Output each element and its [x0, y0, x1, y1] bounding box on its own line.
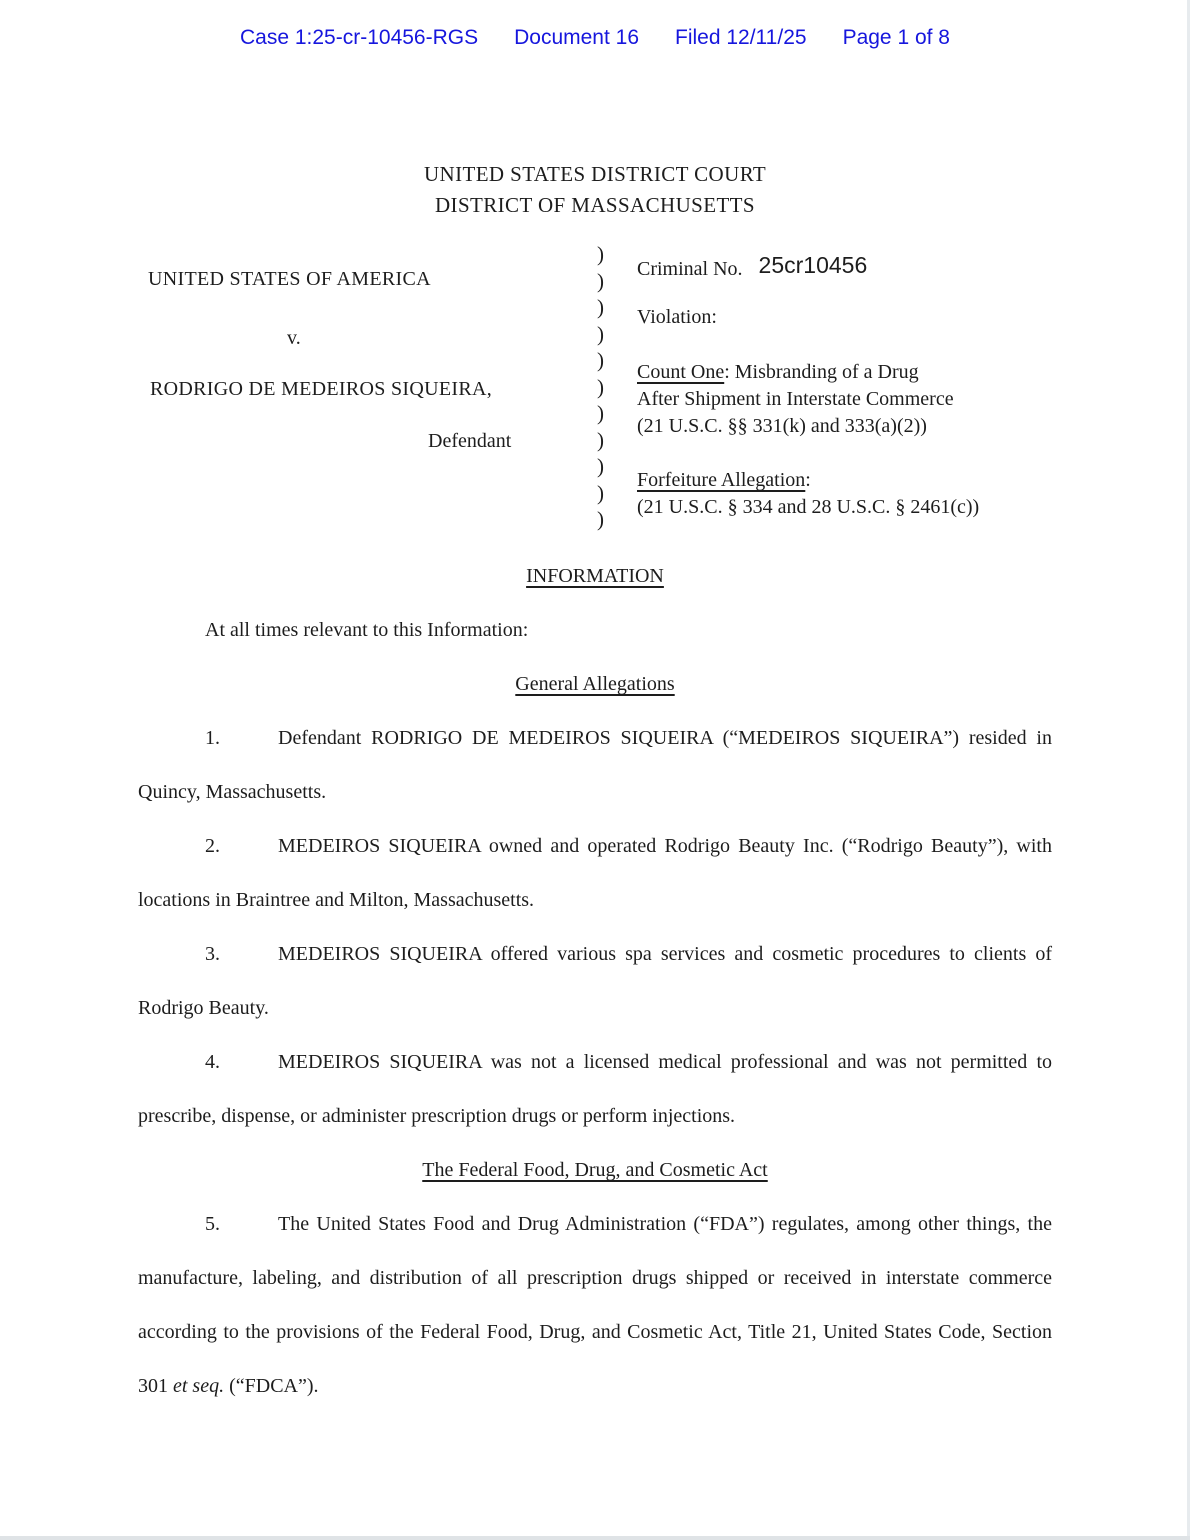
violation-label: Violation: [637, 306, 717, 328]
paragraph-1-text: Defendant RODRIGO DE MEDEIROS SIQUEIRA (“MEDEIROS SIQUEIRA”) resided in Quincy, Massachusetts. [138, 727, 1052, 803]
paren-glyph: ) [597, 348, 604, 372]
caption-paren-column [597, 241, 604, 533]
count-one-label: Count One [637, 361, 725, 383]
paren-glyph: ) [597, 321, 604, 346]
court-title-line2: DISTRICT OF MASSACHUSETTS [434, 193, 755, 217]
general-allegations-heading: General Allegations [515, 673, 675, 695]
paragraph-5 [138, 1197, 1052, 1413]
paragraph-5-text-after: (“FDCA”). [224, 1375, 319, 1397]
paragraph-1 [138, 711, 1052, 819]
paren-glyph: ) [597, 454, 604, 478]
count-one-line1 [637, 359, 954, 386]
forfeiture-line2: (21 U.S.C. § 334 and 28 U.S.C. § 2461(c)) [637, 496, 980, 518]
paren-glyph: ) [597, 242, 604, 266]
paren-glyph: ) [597, 295, 604, 319]
paragraph-2-number: 2. [205, 835, 220, 857]
paragraph-3-number: 3. [205, 943, 220, 965]
paren-glyph: ) [597, 268, 604, 293]
paragraph-4 [138, 1035, 1052, 1143]
count-one-rest: : Misbranding of a Drug [724, 361, 919, 383]
forfeiture-label: Forfeiture Allegation [637, 469, 806, 491]
paragraph-4-text: MEDEIROS SIQUEIRA was not a licensed medical professional and was not permitted to prescribe, dispense, or administer prescription drugs or perform injections. [138, 1051, 1052, 1127]
paragraph-2-text: MEDEIROS SIQUEIRA owned and operated Rodrigo Beauty Inc. (“Rodrigo Beauty”), with locations in Braintree and Milton, Massachusetts. [138, 835, 1052, 911]
criminal-number-line [637, 254, 867, 281]
court-title-line1: UNITED STATES DISTRICT COURT [423, 162, 767, 186]
paren-glyph: ) [597, 374, 604, 399]
count-one-line3: (21 U.S.C. §§ 331(k) and 333(a)(2)) [637, 415, 927, 437]
scan-edge-bottom [0, 1536, 1190, 1540]
count-one-line2: After Shipment in Interstate Commerce [637, 388, 954, 410]
intro-line: At all times relevant to this Information: [205, 619, 529, 641]
stamp-page-number: Page 1 of 8 [842, 26, 950, 49]
versus-label: v. [287, 327, 301, 349]
forfeiture-line1 [637, 467, 979, 494]
paren-glyph: ) [597, 427, 604, 452]
paragraph-1-number: 1. [205, 727, 220, 749]
stamp-filed-date: Filed 12/11/25 [675, 26, 807, 49]
count-one-block [637, 359, 954, 440]
paragraph-5-number: 5. [205, 1213, 220, 1235]
paragraph-3 [138, 927, 1052, 1035]
criminal-number-value: 25cr10456 [758, 252, 868, 278]
paragraph-5-text-before: The United States Food and Drug Administration (“FDA”) regulates, among other things, the manufacture, labeling, and distribution of all prescription drugs shipped or received in interstate commerce according to the provisions of the Federal Food, Drug, and Cosmetic Act, Title 21, United States Code, Section 301 [138, 1213, 1052, 1397]
paren-glyph: ) [597, 480, 604, 505]
paren-glyph: ) [597, 401, 604, 425]
paragraph-2 [138, 819, 1052, 927]
paren-glyph: ) [597, 507, 604, 531]
defendant-label: Defendant [428, 430, 512, 452]
criminal-number-label: Criminal No. [637, 258, 743, 280]
forfeiture-colon: : [805, 469, 811, 491]
plaintiff-name: UNITED STATES OF AMERICA [148, 268, 431, 290]
information-title: INFORMATION [526, 565, 664, 587]
paragraph-3-text: MEDEIROS SIQUEIRA offered various spa services and cosmetic procedures to clients of Rodrigo Beauty. [138, 943, 1052, 1019]
defendant-name: RODRIGO DE MEDEIROS SIQUEIRA, [150, 378, 493, 400]
court-title [0, 159, 1190, 221]
stamp-case-number: Case 1:25-cr-10456-RGS [240, 26, 479, 49]
forfeiture-block [637, 467, 979, 521]
fdca-heading: The Federal Food, Drug, and Cosmetic Act [422, 1159, 768, 1181]
paragraph-5-latin-phrase: et seq. [173, 1375, 225, 1397]
paragraph-4-number: 4. [205, 1051, 220, 1073]
stamp-document-number: Document 16 [514, 26, 640, 49]
pacer-stamp-header [0, 26, 1190, 50]
information-body [138, 549, 1052, 1413]
